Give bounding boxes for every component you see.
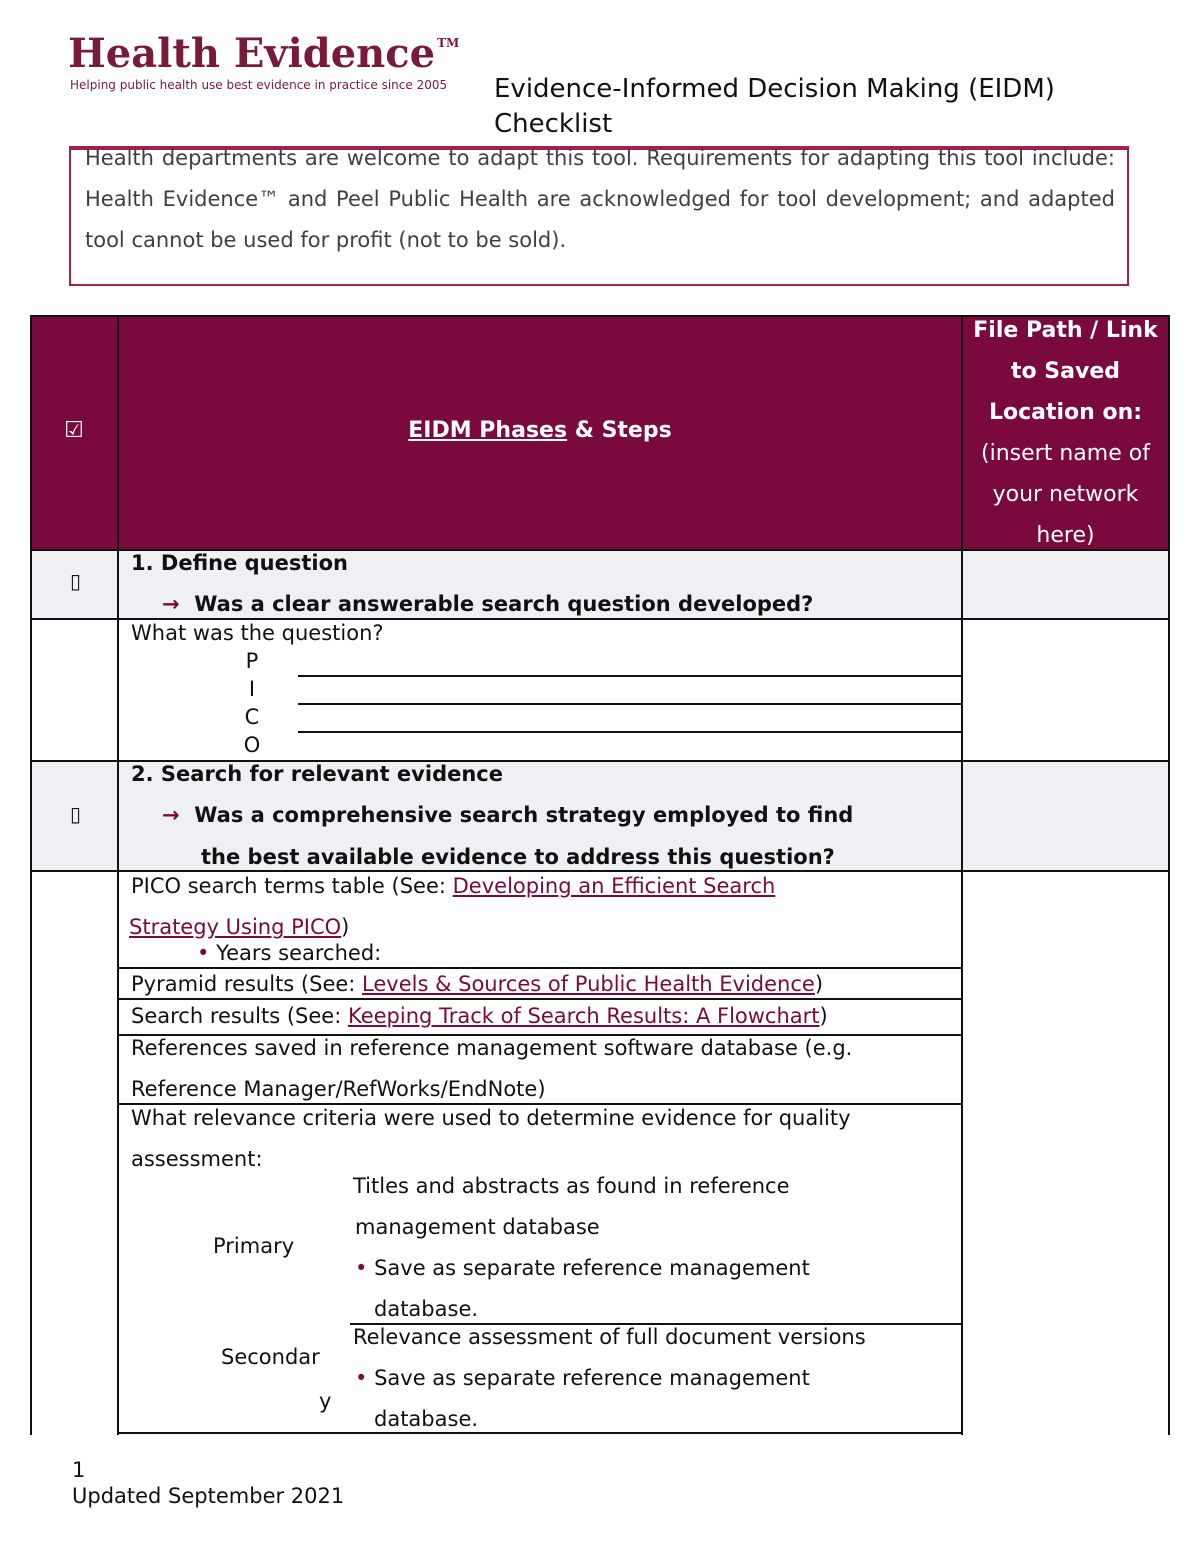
pyramid-prefix: Pyramid results (See: — [131, 972, 363, 996]
pico-table-line — [131, 866, 775, 907]
pico-table-suffix: ) — [341, 915, 350, 939]
check-column-icon: ☑ — [64, 418, 84, 443]
pico-search-link[interactable]: Developing an Efficient Search — [452, 874, 776, 898]
pyramid-suffix: ) — [814, 972, 824, 996]
pico-table-prefix: PICO search terms table (See: — [131, 874, 453, 898]
eidm-phases-link[interactable]: EIDM Phases — [408, 418, 568, 443]
arrow-icon: → — [162, 592, 180, 616]
secondary-bullet-line2: database. — [374, 1407, 479, 1431]
primary-label: Primary — [213, 1234, 295, 1258]
refs-line2: Reference Manager/RefWorks/EndNote) — [131, 1077, 546, 1101]
pico-c-field[interactable] — [298, 731, 961, 733]
bullet-icon: • — [355, 1366, 368, 1390]
secondary-line1: Relevance assessment of full document versions — [353, 1325, 866, 1349]
path-header-title: File Path / Link to Saved Location on: — [973, 318, 1158, 425]
section1-title: 1. Define question — [131, 551, 348, 575]
relevance-line2: assessment: — [131, 1147, 263, 1171]
primary-line2: management database — [355, 1215, 600, 1239]
logo-name: Health Evidence — [68, 30, 436, 77]
section2-question — [162, 795, 853, 836]
bullet-icon: • — [197, 941, 210, 965]
secondary-label-2: y — [319, 1389, 332, 1413]
bullet-icon: • — [355, 1256, 368, 1280]
page-number: 1 — [72, 1458, 86, 1482]
pico-i-field[interactable] — [298, 703, 961, 705]
notice-text: Health departments are welcome to adapt this tool. Requirements for adapting this tool include: Health Evidence™ and Peel Public Health are acknowledged for tool development; and adapted tool cannot be used for profit (not to be sold). — [85, 146, 1115, 252]
arrow-icon: → — [162, 803, 180, 827]
section2-title: 2. Search for relevant evidence — [131, 762, 503, 786]
pico-letters — [243, 647, 261, 759]
path-header-sub: (insert name of your network here) — [981, 441, 1150, 548]
primary-bullet — [355, 1248, 810, 1289]
phases-header-rest: & Steps — [567, 418, 672, 443]
refs-line1: References saved in reference management software database (e.g. — [131, 1036, 853, 1060]
logo-tagline: Helping public health use best evidence in practice since 2005 — [70, 78, 448, 92]
section2-question-line2: the best available evidence to address this question? — [201, 845, 835, 869]
pico-o: O — [243, 733, 261, 757]
path-header — [963, 310, 1168, 556]
phases-header — [117, 418, 963, 443]
pico-p: P — [245, 649, 259, 673]
pico-p-field[interactable] — [298, 675, 961, 677]
primary-line1: Titles and abstracts as found in reference — [353, 1174, 790, 1198]
primary-bullet-line2: database. — [374, 1297, 479, 1321]
pico-i: I — [248, 677, 256, 701]
primary-bullet-text: Save as separate reference management — [374, 1256, 810, 1280]
section1-question-text: Was a clear answerable search question developed? — [194, 592, 814, 616]
section1-checkbox[interactable]: ▯ — [70, 569, 82, 593]
search-prefix: Search results (See: — [131, 1004, 348, 1028]
search-suffix: ) — [819, 1004, 828, 1028]
logo-tm: TM — [437, 36, 460, 50]
secondary-bullet-text: Save as separate reference management — [374, 1366, 810, 1390]
page-title: Evidence-Informed Decision Making (EIDM) Checklist — [494, 74, 1055, 139]
relevance-line1: What relevance criteria were used to determine evidence for quality — [131, 1106, 851, 1130]
pyramid-link[interactable]: Levels & Sources of Public Health Evidence — [362, 972, 815, 996]
logo — [68, 30, 459, 77]
updated-date: Updated September 2021 — [72, 1484, 345, 1508]
pico-c: C — [244, 705, 260, 729]
years-label: Years searched: — [216, 941, 382, 965]
secondary-bullet — [355, 1358, 810, 1399]
section2-checkbox[interactable]: ▯ — [70, 802, 82, 826]
search-results-link[interactable]: Keeping Track of Search Results: A Flowchart — [347, 1004, 820, 1028]
pico-search-link-2[interactable]: Strategy Using PICO — [129, 915, 342, 939]
question-prompt: What was the question? — [131, 621, 384, 645]
secondary-label: Secondar — [221, 1345, 320, 1369]
section2-question-line1: Was a comprehensive search strategy employed to find — [194, 803, 854, 827]
